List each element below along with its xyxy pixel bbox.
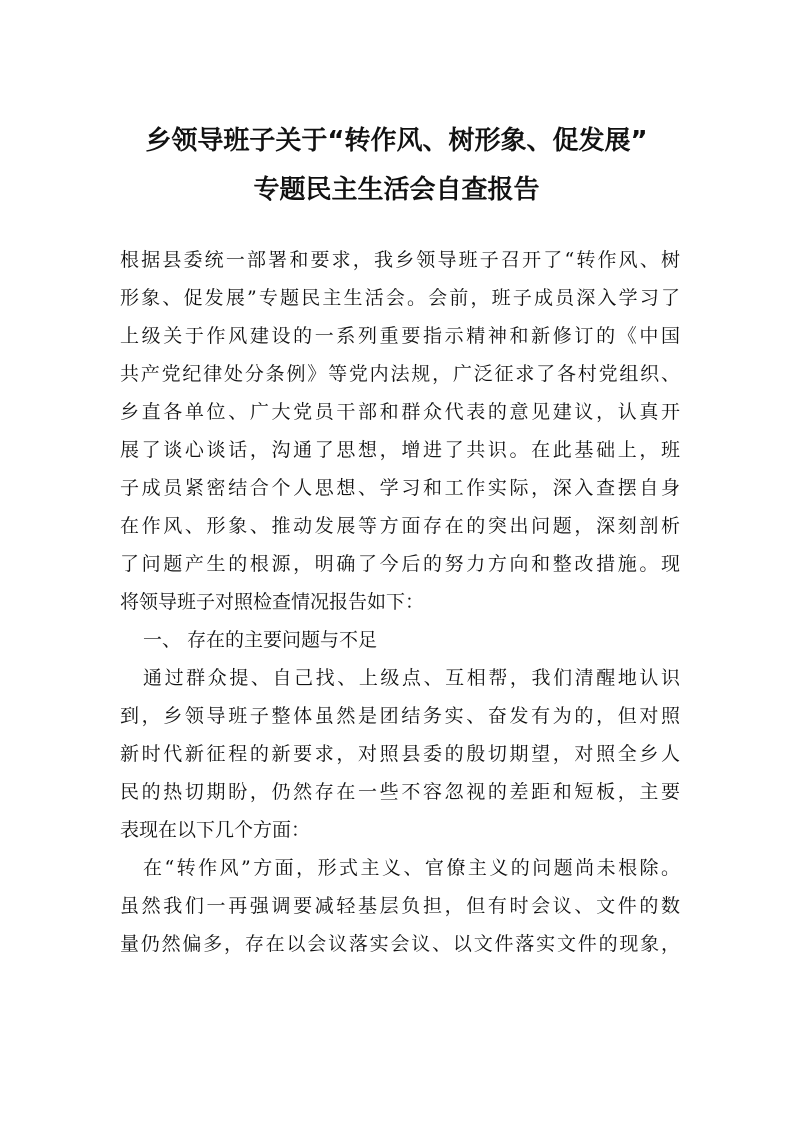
paragraph-2-line-5: 表现在以下几个方面： [120,819,311,841]
section-heading-1: 一、 存在的主要问题与不足 [143,629,378,651]
paragraph-1-line-5: 乡直各单位、广大党员干部和群众代表的意见建议，认真开 [120,401,680,423]
paragraph-1-line-10: 将领导班子对照检查情况报告如下： [120,591,425,613]
paragraph-1-line-9: 了问题产生的根源，明确了今后的努力方向和整改措施。现 [120,553,680,575]
paragraph-2-line-4: 民的热切期盼，仍然存在一些不容忽视的差距和短板，主要 [120,781,680,803]
paragraph-1-line-4: 共产党纪律处分条例》等党内法规，广泛征求了各村党组织、 [120,363,680,385]
paragraph-3-line-1: 在“转作风”方面，形式主义、官僚主义的问题尚未根除。 [143,857,680,879]
paragraph-2-line-1: 通过群众提、自己找、上级点、互相帮，我们清醒地认识 [143,667,680,689]
paragraph-3-line-2: 虽然我们一再强调要减轻基层负担，但有时会议、文件的数 [120,895,680,917]
paragraph-2-line-2: 到，乡领导班子整体虽然是团结务实、奋发有为的，但对照 [120,705,680,727]
paragraph-1-line-1: 根据县委统一部署和要求，我乡领导班子召开了“转作风、树 [120,249,680,271]
paragraph-1-line-2: 形象、促发展”专题民主生活会。会前，班子成员深入学习了 [120,287,680,309]
document-title-line-2: 专题民主生活会自查报告 [253,175,540,205]
paragraph-2-line-3: 新时代新征程的新要求，对照县委的殷切期望，对照全乡人 [120,743,680,765]
paragraph-1-line-7: 子成员紧密结合个人思想、学习和工作实际，深入查摆自身 [120,477,680,499]
paragraph-1-line-6: 展了谈心谈话，沟通了思想，增进了共识。在此基础上，班 [120,439,680,461]
paragraph-1-line-8: 在作风、形象、推动发展等方面存在的突出问题，深刻剖析 [120,515,680,537]
paragraph-3-line-3: 量仍然偏多，存在以会议落实会议、以文件落实文件的现象， [120,933,680,955]
document-title-line-1: 乡领导班子关于“转作风、树形象、促发展” [145,126,648,156]
paragraph-1-line-3: 上级关于作风建设的一系列重要指示精神和新修订的《中国 [120,325,680,347]
